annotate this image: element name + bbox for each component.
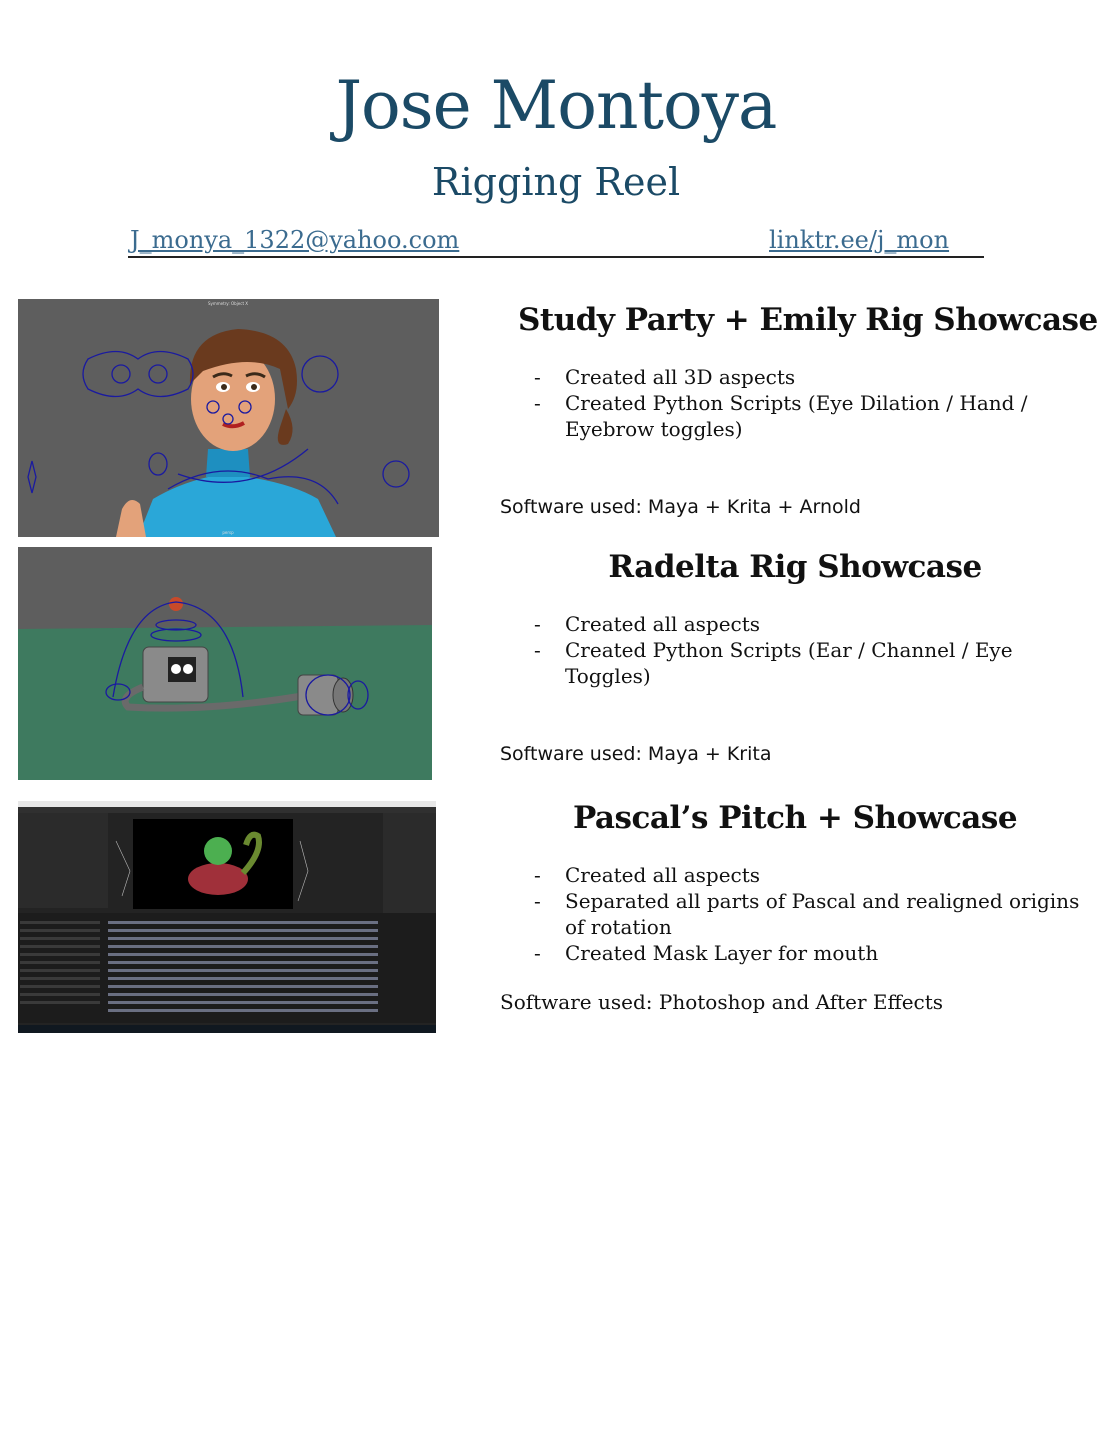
bullet-item: - Created Python Scripts (Ear / Channel / Eye Toggles) <box>534 637 1090 689</box>
bullet-item: - Created all aspects <box>534 611 1090 637</box>
bullet-item: - Created all 3D aspects <box>534 364 1090 390</box>
bullet-item: - Separated all parts of Pascal and realigned origins of rotation <box>534 888 1090 940</box>
section-emily <box>500 298 1098 518</box>
radelta-rig-thumbnail[interactable] <box>18 547 432 780</box>
page-title: Jose Montoya <box>335 67 777 144</box>
software-used: Software used: Maya + Krita <box>500 743 772 765</box>
emily-rig-thumbnail[interactable] <box>18 299 439 537</box>
bullet-item: - Created all aspects <box>534 862 1090 888</box>
page-subtitle: Rigging Reel <box>431 160 681 204</box>
section-title: Radelta Rig Showcase <box>608 549 982 585</box>
email-link[interactable]: J_monya_1322@yahoo.com <box>130 226 460 254</box>
emily-rig-image <box>18 299 439 537</box>
section-title: Study Party + Emily Rig Showcase <box>518 302 1098 338</box>
section-title: Pascal’s Pitch + Showcase <box>572 800 1018 836</box>
radelta-rig-image <box>18 547 432 780</box>
bullet-item: - Created Python Scripts (Eye Dilation / Hand / Eyebrow toggles) <box>534 390 1090 442</box>
software-used: Software used: Maya + Krita + Arnold <box>500 496 861 518</box>
linktree-link[interactable]: linktr.ee/j_mon <box>769 226 950 254</box>
bullet-list <box>500 862 1090 966</box>
section-radelta <box>500 545 1090 765</box>
bullet-item: - Created Mask Layer for mouth <box>534 940 1090 966</box>
section-pascal <box>500 796 1090 1014</box>
software-used: Software used: Photoshop and After Effects <box>500 990 944 1014</box>
bullet-list <box>500 611 1090 689</box>
svg-text:persp: persp <box>222 530 234 535</box>
viewport-caption: Symmetry: Object X <box>207 301 249 306</box>
pascal-ae-thumbnail[interactable] <box>18 801 436 1033</box>
contact-divider <box>128 256 984 258</box>
bullet-list <box>500 364 1090 442</box>
pascal-ae-image <box>18 801 436 1033</box>
